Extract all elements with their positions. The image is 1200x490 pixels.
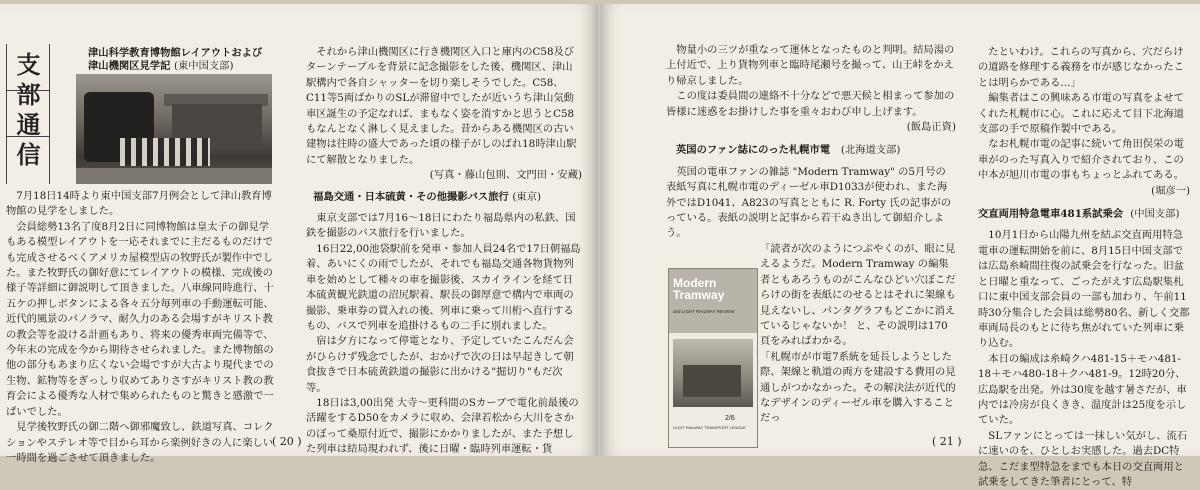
article2-paragraph: 16日22,00池袋駅前を発車・参加人員24名で17日朝福島着、あいにくの雨でしたが、それでも福島交通各物貨物列車を始めとして種々の車を撮影後、スカイラインを経て日本硫黄観光鉄道の沼尻駅着、駅長の御厚意で構内で車両の撮影、乗車券の買入れの後、列車に乗って川桁へ直行するもの、バスで列車を追掛けるもの二手に別れました。 (306, 242, 581, 332)
article2-paragraph: 宿は夕方になって停電となり、予定していたこんだん会がひらけず残念でしたが、おかげで次の日は早起きして朝食抜きで日本硫黄鉄道の撮影に出かける"掘切り"もだ次等。 (306, 335, 574, 394)
article3-end-paragraph: なお札幌市電の記事に続いて角田俣栄の電車がのった写真入りで紹介されており、この中本が旭川市電の事もちょっとふれてある。 (978, 138, 1184, 182)
left-column-1 (6, 189, 278, 466)
article2-end-paragraph: この度は委員間の連絡不十分などで悪天候と相まって参加の皆様に迷惑をお掛けした事を重々おわび申し上げます。 (666, 90, 955, 118)
article3-quote: 「読者が次のようにつぶやくのが、眼に見えるようだ。Modern Tramway の編集者ともあろうものがこんなひどい穴ぼこだらけの街を表紙にのせるとはそれに架線も見えないし、パンタグラフもどこかに消えているじゃないか！ と、その説明は170頁をみればわかる。 (760, 242, 956, 348)
article3-quote: 「札幌市が市電7系統を延長しようとした際、架線と軌道の両方を建設する費用の見通しがつかなかった。その解決法が近代的なデザインのディーゼル車を購入することだっ (760, 350, 956, 425)
article1-title-line2: 津山機関区見学記 (88, 60, 171, 72)
magazine-title: Modern Tramway (673, 276, 725, 302)
locomotive-group-photo (76, 74, 272, 184)
right-column-2 (978, 45, 1190, 490)
article2-paragraph: 18日は3,00出発 大寺〜更科間のSカーブで電化前最後の活躍をするD50をカメラに収め、会津若松から大川をさかのぼって桑原付近で、撮影にかかりましたが、また予想した列車は結局現われず、後に日曜・臨時列車運転・貨 (306, 396, 579, 456)
article1-paragraph: 7月18日14時より東中国支部7月例会として津山教育博物館の見学をしました。 (6, 190, 272, 218)
article3-end-paragraph: たといわけ。これらの写真から、穴だらけの道路を修理する義務を市が感じなかったことは明らかである…」 (978, 46, 1184, 89)
article2-paragraph: 東京支部では7月16〜18日にわたり福島県内の私鉄、国鉄を撮影のバス旅行を行いました。 (306, 212, 576, 240)
article1-section: (東中国支部) (173, 60, 234, 72)
article4-paragraph: SLファンにとっては一抹しい気がし、流石に速いのを、ひとしお実感した。過去DC特急、こだま型特急をまでも本日の交直両用と試乗をしてきた筆者にとって、特 (978, 429, 1188, 488)
article2-end-paragraph: 物量小の三ツが重なって運休となったものと判明。結局湯の上付近で、上り貨物列車と臨時尾瀬号を撮って、山王峠をかえり帰京しました。 (666, 44, 955, 87)
article1-title-line1: 津山科学教育博物館レイアウトおよび (88, 47, 263, 59)
article3-paragraph: 英国の電車ファンの雑誌 "Modern Tramway" の5月号の表紙写真に札幌市電のディーゼル車D1033が使われ、また海外ではD1041、A823の写真とともに R. Forty 氏の記事がのっている。表紙の説明と記事から若干ぬき出して御紹介しよう。 (666, 165, 952, 240)
article2-title-row (306, 190, 582, 205)
article1-title (88, 47, 262, 73)
article4-paragraph: 10月1日から山陽九州を結ぶ交直両用特急電車の運転開始を前に、8月15日中国支部では広島糸崎間往復の試乗会を行なった。旧盆と日曜と重なって、ごったがえす広島駅集札口に東中国支部会員の一部も加わり、午前11時30分集合した会員は総勢80名、新しく交都車両局長のもとに待ち焦がれていた列車に乗り込む。 (978, 229, 1190, 350)
magazine-subtitle: and LIGHT RAILWAY REVIEW (673, 309, 735, 314)
article3-title-row (676, 143, 956, 158)
article4-section: (中国支部) (1130, 208, 1180, 221)
article3-credit: (堀彦一) (1151, 184, 1190, 197)
left-page (0, 4, 598, 464)
article2-section: (東京) (512, 190, 542, 203)
article3-title: 英国のファン誌にのった札幌市電 (676, 144, 831, 157)
article3-section: (北海道支部) (840, 144, 901, 157)
article1-credit: (写真・藤山包則、文門田・安蔵) (429, 169, 582, 182)
article1-paragraph: 会員総勢13名了度8月2日に同博物館は皇太子の御見学もある模型レイアウトを一応それまでに主だるものだけでも完成させるべくアメリカ屋模型店の牧野氏が製作中でした。また牧野氏の御好意にてレイアウトの模様、完成後の様子等詳細に御説明して頂きました。八車線同時進行、十五ケの押しボタンによる各々五分毎列車の手動運転可能、近代的風景のパノラマ、耐久力のある会場すがキリスト教の教会等を設ける計画もあり、将来の優秀車両完備等で、今年末の完成を今から期待させられました。また博物館の他の部分もあまり広くない会場ですが大古より現代までの生物、鉱物等をぎっしり収めてありさすがキリスト教の教育会による優秀な人材で集められたものと驚きと感激で一ぱいでした。 (6, 220, 274, 418)
right-page (600, 4, 1200, 488)
article1-continuation: それから津山機関区に行き機関区入口と庫内のC58及びターンテーブルを背景に記念撮影をした後、機関区、津山駅構内で各自シャッターを切り楽しそうでした。C58、C11等5両ばかりのSLが滞留中でしたが近いうち津山気動車区誕生の予定なれば、まもなく姿を消すかと思うとC58もなんとなく淋しく見えました。昔からある機関区の古い建物は往時の盛大であった頃の様子がしのばれ18時津山駅にて解散となりました。 (306, 46, 577, 166)
article3-end-paragraph: 編集者はこの興味ある市電の写真をよせてくれた札幌市に心。これに応えて目下北海道支部の手で原稿作製中である。 (978, 92, 1184, 136)
left-column-2 (306, 45, 582, 458)
article2-credit: (飯島正資) (906, 121, 956, 134)
corner-title: 支部通信 (12, 52, 41, 172)
article1-paragraph: 見学後牧野氏の御二階へ御邪魔致し、鉄道写真、コレクションやステレオ等で目から耳から楽例好きの人に楽しい一時間を過ごさせて頂きました。 (6, 421, 274, 464)
article4-paragraph: 本日の編成は糸崎クハ481-15＋モハ481-18＋モハ480-18＋クハ481-9。12時20分、広島駅を出発。外は30度を越す暑さだが、車内では冷房が良くきき、温度計は25度を示していた。 (978, 352, 1187, 427)
page-number-left: ( 20 ) (272, 435, 302, 448)
magazine-cover-image (668, 268, 758, 448)
page-number-right: ( 21 ) (932, 435, 962, 448)
magazine-issue: 2/6 (725, 415, 735, 422)
article2-title: 福島交通・日本硫黄・その他撮影バス旅行 (313, 190, 509, 203)
article4-title-row (978, 207, 1190, 222)
magazine-footer: LIGHT RAILWAY TRANSPORT LEAGUE (673, 425, 746, 430)
article4-title: 交直両用特急電車481系試乗会 (978, 208, 1124, 221)
